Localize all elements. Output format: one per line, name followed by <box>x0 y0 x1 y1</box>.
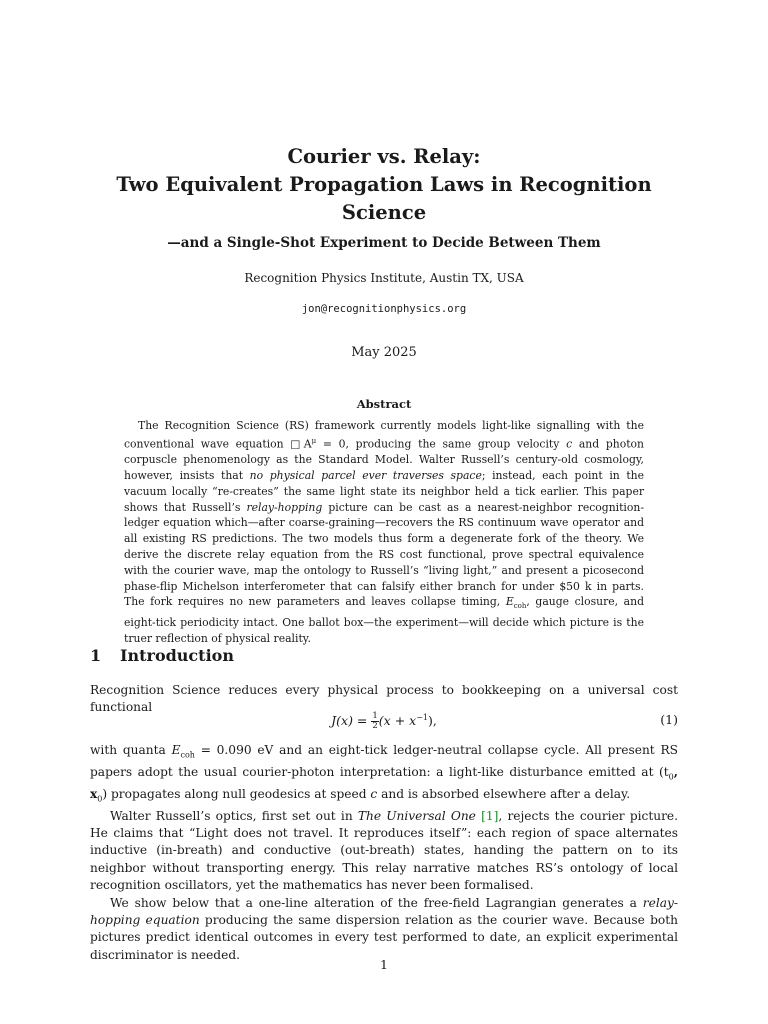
abstract-text: The Recognition Science (RS) framework currently models light-like signalling with the conventional wave equation $□A^\mu = 0$, producing the same group velocity c and photon corpuscle phenomenology as the Standard Model. Walter Russell’s century-old cosmology, however, insists that no physical parcel ever traverses space; instead, each point in the vacuum locally “re-creates” the same light state its neighbor held a tick earlier. This paper shows that Russell’s relay-hopping picture can be cast as a nearest-neighbor recognition-ledger equation which—after coarse-graining—recovers the RS continuum wave operator and all existing RS predictions. The two models thus form a degenerate fork of the theory. We derive the discrete relay equation from the RS cost functional, prove spectral equivalence with the courier wave, map the ontology to Russell’s “living light,” and present a picosecond phase-flip Michelson interferometer that can falsify either branch for under $50 k in parts. The fork requires no new parameters and leaves collapse timing, $E_{coh}$, gauge closure, and eight-tick periodicity intact. One ballot box—the experiment—will decide which picture is the truer reflection of physical reality. <box>124 419 645 646</box>
intro-paragraph-3: Walter Russell’s optics, first set out in The Universal One [1], rejects the courier picture. He claims that “Light does not travel. It reproduces itself”: each region of space alternates inductive (in-breath) and conductive (out-breath) states, handing the pattern on to its neighbor without transporting energy. This relay narrative matches RS’s ontology of local recognition oscillators, yet the mathematics has never been formalised. <box>90 808 679 893</box>
equation-label: (1) <box>660 712 678 727</box>
abstract-heading: Abstract <box>356 397 412 411</box>
section-number: 1 <box>90 646 102 665</box>
citation-link[interactable]: [1] <box>481 808 499 823</box>
section-title: Introduction <box>120 646 234 665</box>
page-number: 1 <box>380 957 388 972</box>
intro-paragraph-4: We show below that a one-line alteration of the free-field Lagrangian generates a relay-hopping equation producing the same dispersion relation as the courier wave. Because both pictures predict identical outcomes in every test performed to date, an explicit experimental discriminator is needed. <box>90 895 678 962</box>
paper-title-line-2: Two Equivalent Propagation Laws in Recognition <box>116 173 652 196</box>
section-heading-introduction <box>90 646 234 665</box>
publication-date: May 2025 <box>351 345 417 360</box>
author-email: jon@recognitionphysics.org <box>301 303 467 315</box>
equation-1 <box>90 710 678 732</box>
intro-paragraph-2: with quanta $E_{coh} = 0.090$ eV and an eight-tick ledger-neutral collapse cycle. All present RS papers adopt the usual courier-photon interpretation: a light-like disturbance emitted at ($t_0$, $x_0$) propagates along null geodesics at speed c and is absorbed elsewhere after a delay. Walter Russell’s optics, first set out in The Universal One [1], rejects the courier picture. He claims that “Light does not travel. It reproduces itself”: each region of space alternates inductive (in-breath) and conductive (out-breath) states, handing the pattern on to its neighbor without transporting energy. This relay narrative matches RS’s ontology of local recognition oscillators, yet the mathematics has never been formalised. We show below that a one-line alteration of the free-field Lagrangian generates a relay-hopping equation producing the same dispersion relation as the courier wave. Because both pictures predict identical outcomes in every test performed to date, an explicit experimental discriminator is needed. <box>90 742 678 964</box>
paper-title-line-3: Science <box>341 201 427 224</box>
equation-expression: J(x) = $\frac{1}{2}$ $(x + x^{-1})$, <box>331 711 437 731</box>
paper-title-line-1: Courier vs. Relay: <box>287 145 481 168</box>
intro-paragraph-1: Recognition Science reduces every physical process to bookkeeping on a universal cost functional <box>90 683 678 715</box>
paper-subtitle: —and a Single-Shot Experiment to Decide Between Them <box>167 235 601 251</box>
affiliation: Recognition Physics Institute, Austin TX, USA <box>244 271 524 285</box>
